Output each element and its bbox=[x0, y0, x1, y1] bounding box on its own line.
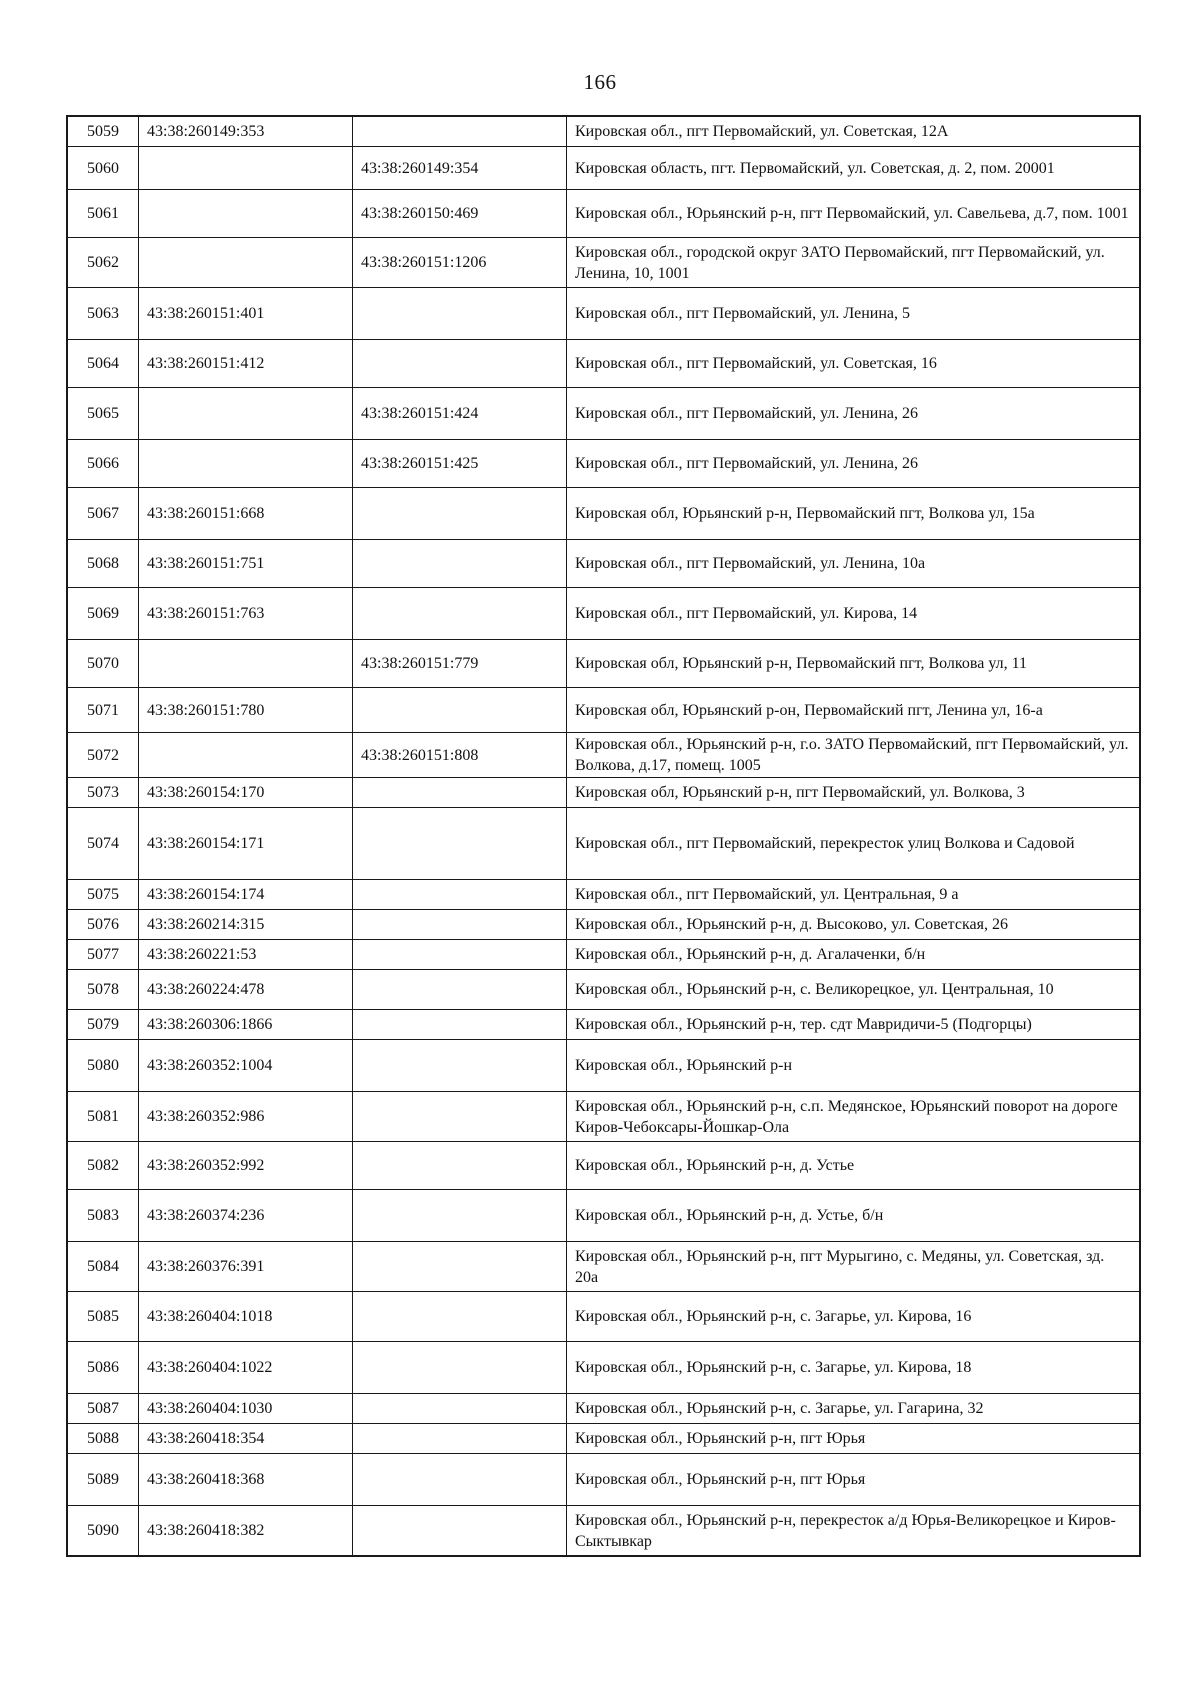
cadastral-number-cell: 43:38:260151:668 bbox=[139, 488, 353, 540]
table-row bbox=[68, 388, 1140, 440]
cadastral-number-cell: 43:38:260418:354 bbox=[139, 1424, 353, 1454]
address-cell: Кировская обл., Юрьянский р-н, пгт Юрья bbox=[567, 1424, 1140, 1454]
cadastral-number-cell: 43:38:260154:171 bbox=[139, 808, 353, 880]
cadastral-number-alt-cell bbox=[353, 117, 567, 147]
cadastral-number-alt-cell: 43:38:260151:424 bbox=[353, 388, 567, 440]
table-row bbox=[68, 808, 1140, 880]
cadastral-number-cell bbox=[139, 388, 353, 440]
address-cell: Кировская обл, Юрьянский р-н, Первомайский пгт, Волкова ул, 11 bbox=[567, 640, 1140, 688]
table-row bbox=[68, 238, 1140, 288]
table-row bbox=[68, 910, 1140, 940]
row-number-cell: 5069 bbox=[68, 588, 139, 640]
table-row bbox=[68, 147, 1140, 190]
table-row bbox=[68, 117, 1140, 147]
address-cell: Кировская обл., пгт Первомайский, ул. Ленина, 10а bbox=[567, 540, 1140, 588]
cadastral-number-cell: 43:38:260352:992 bbox=[139, 1142, 353, 1190]
cadastral-number-cell: 43:38:260404:1030 bbox=[139, 1394, 353, 1424]
row-number-cell: 5079 bbox=[68, 1010, 139, 1040]
cadastral-number-cell: 43:38:260214:315 bbox=[139, 910, 353, 940]
address-cell: Кировская обл., пгт Первомайский, ул. Ленина, 26 bbox=[567, 388, 1140, 440]
cadastral-number-alt-cell bbox=[353, 540, 567, 588]
cadastral-number-alt-cell bbox=[353, 1142, 567, 1190]
row-number-cell: 5073 bbox=[68, 778, 139, 808]
cadastral-number-cell: 43:38:260221:53 bbox=[139, 940, 353, 970]
address-cell: Кировская обл, Юрьянский р-н, Первомайский пгт, Волкова ул, 15а bbox=[567, 488, 1140, 540]
cadastral-number-alt-cell bbox=[353, 970, 567, 1010]
address-cell: Кировская обл., Юрьянский р-н, г.о. ЗАТО Первомайский, пгт Первомайский, ул. Волкова, д.17, помещ. 1005 bbox=[567, 733, 1140, 778]
cadastral-number-cell: 43:38:260154:170 bbox=[139, 778, 353, 808]
row-number-cell: 5084 bbox=[68, 1242, 139, 1292]
row-number-cell: 5076 bbox=[68, 910, 139, 940]
cadastral-number-alt-cell bbox=[353, 688, 567, 733]
table-row bbox=[68, 880, 1140, 910]
table-row bbox=[68, 688, 1140, 733]
table-row bbox=[68, 190, 1140, 238]
cadastral-number-cell: 43:38:260149:353 bbox=[139, 117, 353, 147]
row-number-cell: 5070 bbox=[68, 640, 139, 688]
cadastral-number-alt-cell bbox=[353, 1010, 567, 1040]
table-row bbox=[68, 1424, 1140, 1454]
address-cell: Кировская обл, Юрьянский р-он, Первомайский пгт, Ленина ул, 16-а bbox=[567, 688, 1140, 733]
cadastral-number-alt-cell bbox=[353, 1292, 567, 1342]
address-cell: Кировская обл., Юрьянский р-н, пгт Юрья bbox=[567, 1454, 1140, 1506]
table-row bbox=[68, 1040, 1140, 1092]
address-cell: Кировская обл., Юрьянский р-н, перекресток а/д Юрья-Великорецкое и Киров-Сыктывкар bbox=[567, 1506, 1140, 1556]
address-cell: Кировская обл., Юрьянский р-н, д. Устье bbox=[567, 1142, 1140, 1190]
row-number-cell: 5077 bbox=[68, 940, 139, 970]
row-number-cell: 5065 bbox=[68, 388, 139, 440]
cadastral-number-alt-cell bbox=[353, 1424, 567, 1454]
cadastral-number-alt-cell bbox=[353, 488, 567, 540]
table-row bbox=[68, 1242, 1140, 1292]
row-number-cell: 5088 bbox=[68, 1424, 139, 1454]
row-number-cell: 5082 bbox=[68, 1142, 139, 1190]
row-number-cell: 5066 bbox=[68, 440, 139, 488]
cadastral-number-alt-cell bbox=[353, 588, 567, 640]
table-row bbox=[68, 588, 1140, 640]
cadastral-number-cell: 43:38:260374:236 bbox=[139, 1190, 353, 1242]
address-cell: Кировская обл., Юрьянский р-н bbox=[567, 1040, 1140, 1092]
cadastral-number-cell: 43:38:260154:174 bbox=[139, 880, 353, 910]
table-row bbox=[68, 778, 1140, 808]
cadastral-number-cell: 43:38:260151:763 bbox=[139, 588, 353, 640]
cadastral-number-cell: 43:38:260151:412 bbox=[139, 340, 353, 388]
table-row bbox=[68, 1506, 1140, 1556]
row-number-cell: 5071 bbox=[68, 688, 139, 733]
table-row bbox=[68, 1142, 1140, 1190]
cadastral-number-alt-cell: 43:38:260151:779 bbox=[353, 640, 567, 688]
address-cell: Кировская обл., Юрьянский р-н, д. Высоково, ул. Советская, 26 bbox=[567, 910, 1140, 940]
cadastral-number-alt-cell bbox=[353, 1342, 567, 1394]
address-cell: Кировская обл., пгт Первомайский, ул. Центральная, 9 а bbox=[567, 880, 1140, 910]
cadastral-number-alt-cell bbox=[353, 1394, 567, 1424]
address-cell: Кировская обл., Юрьянский р-н, д. Агалаченки, б/н bbox=[567, 940, 1140, 970]
page-number: 166 bbox=[583, 70, 617, 94]
table-row bbox=[68, 640, 1140, 688]
row-number-cell: 5085 bbox=[68, 1292, 139, 1342]
cadastral-number-cell: 43:38:260352:1004 bbox=[139, 1040, 353, 1092]
cadastral-number-cell bbox=[139, 733, 353, 778]
address-cell: Кировская обл., Юрьянский р-н, с. Загарье, ул. Кирова, 18 bbox=[567, 1342, 1140, 1394]
row-number-cell: 5067 bbox=[68, 488, 139, 540]
address-cell: Кировская обл., Юрьянский р-н, тер. сдт Мавридичи-5 (Подгорцы) bbox=[567, 1010, 1140, 1040]
address-cell: Кировская обл., Юрьянский р-н, с. Великорецкое, ул. Центральная, 10 bbox=[567, 970, 1140, 1010]
cadastral-number-alt-cell: 43:38:260149:354 bbox=[353, 147, 567, 190]
cadastral-number-alt-cell bbox=[353, 288, 567, 340]
cadastral-number-cell bbox=[139, 147, 353, 190]
table-row bbox=[68, 488, 1140, 540]
row-number-cell: 5080 bbox=[68, 1040, 139, 1092]
table-row bbox=[68, 1342, 1140, 1394]
address-cell: Кировская обл., городской округ ЗАТО Первомайский, пгт Первомайский, ул. Ленина, 10, 1001 bbox=[567, 238, 1140, 288]
table-row bbox=[68, 1394, 1140, 1424]
address-cell: Кировская обл., пгт Первомайский, ул. Ленина, 5 bbox=[567, 288, 1140, 340]
cadastral-number-cell: 43:38:260224:478 bbox=[139, 970, 353, 1010]
row-number-cell: 5060 bbox=[68, 147, 139, 190]
registry-table bbox=[67, 116, 1140, 1556]
table-row bbox=[68, 340, 1140, 388]
table-row bbox=[68, 1292, 1140, 1342]
cadastral-number-alt-cell bbox=[353, 880, 567, 910]
cadastral-number-cell: 43:38:260352:986 bbox=[139, 1092, 353, 1142]
table-row bbox=[68, 1454, 1140, 1506]
table-row bbox=[68, 733, 1140, 778]
cadastral-number-alt-cell: 43:38:260151:425 bbox=[353, 440, 567, 488]
address-cell: Кировская обл, Юрьянский р-н, пгт Первомайский, ул. Волкова, 3 bbox=[567, 778, 1140, 808]
row-number-cell: 5064 bbox=[68, 340, 139, 388]
table-row bbox=[68, 940, 1140, 970]
cadastral-number-alt-cell bbox=[353, 1454, 567, 1506]
address-cell: Кировская обл., пгт Первомайский, перекресток улиц Волкова и Садовой bbox=[567, 808, 1140, 880]
cadastral-number-cell: 43:38:260418:382 bbox=[139, 1506, 353, 1556]
table-row bbox=[68, 440, 1140, 488]
cadastral-number-alt-cell bbox=[353, 940, 567, 970]
cadastral-number-cell: 43:38:260418:368 bbox=[139, 1454, 353, 1506]
row-number-cell: 5062 bbox=[68, 238, 139, 288]
row-number-cell: 5090 bbox=[68, 1506, 139, 1556]
address-cell: Кировская обл., Юрьянский р-н, пгт Первомайский, ул. Савельева, д.7, пом. 1001 bbox=[567, 190, 1140, 238]
table-row bbox=[68, 1190, 1140, 1242]
cadastral-number-cell bbox=[139, 440, 353, 488]
row-number-cell: 5083 bbox=[68, 1190, 139, 1242]
address-cell: Кировская обл., Юрьянский р-н, с.п. Медянское, Юрьянский поворот на дороге Киров-Чебоксары-Йошкар-Ола bbox=[567, 1092, 1140, 1142]
address-cell: Кировская обл., пгт Первомайский, ул. Кирова, 14 bbox=[567, 588, 1140, 640]
cadastral-number-alt-cell: 43:38:260151:1206 bbox=[353, 238, 567, 288]
address-cell: Кировская область, пгт. Первомайский, ул. Советская, д. 2, пом. 20001 bbox=[567, 147, 1140, 190]
row-number-cell: 5061 bbox=[68, 190, 139, 238]
row-number-cell: 5081 bbox=[68, 1092, 139, 1142]
row-number-cell: 5063 bbox=[68, 288, 139, 340]
cadastral-number-alt-cell bbox=[353, 1506, 567, 1556]
address-cell: Кировская обл., Юрьянский р-н, с. Загарье, ул. Кирова, 16 bbox=[567, 1292, 1140, 1342]
cadastral-number-cell: 43:38:260376:391 bbox=[139, 1242, 353, 1292]
registry-table-body bbox=[68, 117, 1140, 1556]
cadastral-number-cell: 43:38:260306:1866 bbox=[139, 1010, 353, 1040]
row-number-cell: 5068 bbox=[68, 540, 139, 588]
row-number-cell: 5087 bbox=[68, 1394, 139, 1424]
cadastral-number-alt-cell: 43:38:260151:808 bbox=[353, 733, 567, 778]
cadastral-number-alt-cell bbox=[353, 1242, 567, 1292]
cadastral-number-cell bbox=[139, 190, 353, 238]
row-number-cell: 5059 bbox=[68, 117, 139, 147]
cadastral-number-cell: 43:38:260404:1022 bbox=[139, 1342, 353, 1394]
address-cell: Кировская обл., Юрьянский р-н, с. Загарье, ул. Гагарина, 32 bbox=[567, 1394, 1140, 1424]
cadastral-number-alt-cell bbox=[353, 778, 567, 808]
cadastral-number-alt-cell bbox=[353, 1040, 567, 1092]
cadastral-number-cell: 43:38:260151:401 bbox=[139, 288, 353, 340]
row-number-cell: 5089 bbox=[68, 1454, 139, 1506]
cadastral-number-cell: 43:38:260404:1018 bbox=[139, 1292, 353, 1342]
row-number-cell: 5074 bbox=[68, 808, 139, 880]
table-row bbox=[68, 1092, 1140, 1142]
table-row bbox=[68, 970, 1140, 1010]
cadastral-number-alt-cell bbox=[353, 1092, 567, 1142]
cadastral-number-cell: 43:38:260151:780 bbox=[139, 688, 353, 733]
table-row bbox=[68, 288, 1140, 340]
cadastral-number-cell: 43:38:260151:751 bbox=[139, 540, 353, 588]
cadastral-number-cell bbox=[139, 238, 353, 288]
cadastral-number-alt-cell bbox=[353, 1190, 567, 1242]
row-number-cell: 5086 bbox=[68, 1342, 139, 1394]
cadastral-number-alt-cell bbox=[353, 808, 567, 880]
address-cell: Кировская обл., Юрьянский р-н, пгт Мурыгино, с. Медяны, ул. Советская, зд. 20а bbox=[567, 1242, 1140, 1292]
row-number-cell: 5072 bbox=[68, 733, 139, 778]
cadastral-number-alt-cell bbox=[353, 340, 567, 388]
address-cell: Кировская обл., пгт Первомайский, ул. Ленина, 26 bbox=[567, 440, 1140, 488]
cadastral-number-cell bbox=[139, 640, 353, 688]
table-row bbox=[68, 1010, 1140, 1040]
address-cell: Кировская обл., Юрьянский р-н, д. Устье, б/н bbox=[567, 1190, 1140, 1242]
table-row bbox=[68, 540, 1140, 588]
row-number-cell: 5078 bbox=[68, 970, 139, 1010]
address-cell: Кировская обл., пгт Первомайский, ул. Советская, 16 bbox=[567, 340, 1140, 388]
row-number-cell: 5075 bbox=[68, 880, 139, 910]
cadastral-number-alt-cell: 43:38:260150:469 bbox=[353, 190, 567, 238]
address-cell: Кировская обл., пгт Первомайский, ул. Советская, 12А bbox=[567, 117, 1140, 147]
cadastral-number-alt-cell bbox=[353, 910, 567, 940]
